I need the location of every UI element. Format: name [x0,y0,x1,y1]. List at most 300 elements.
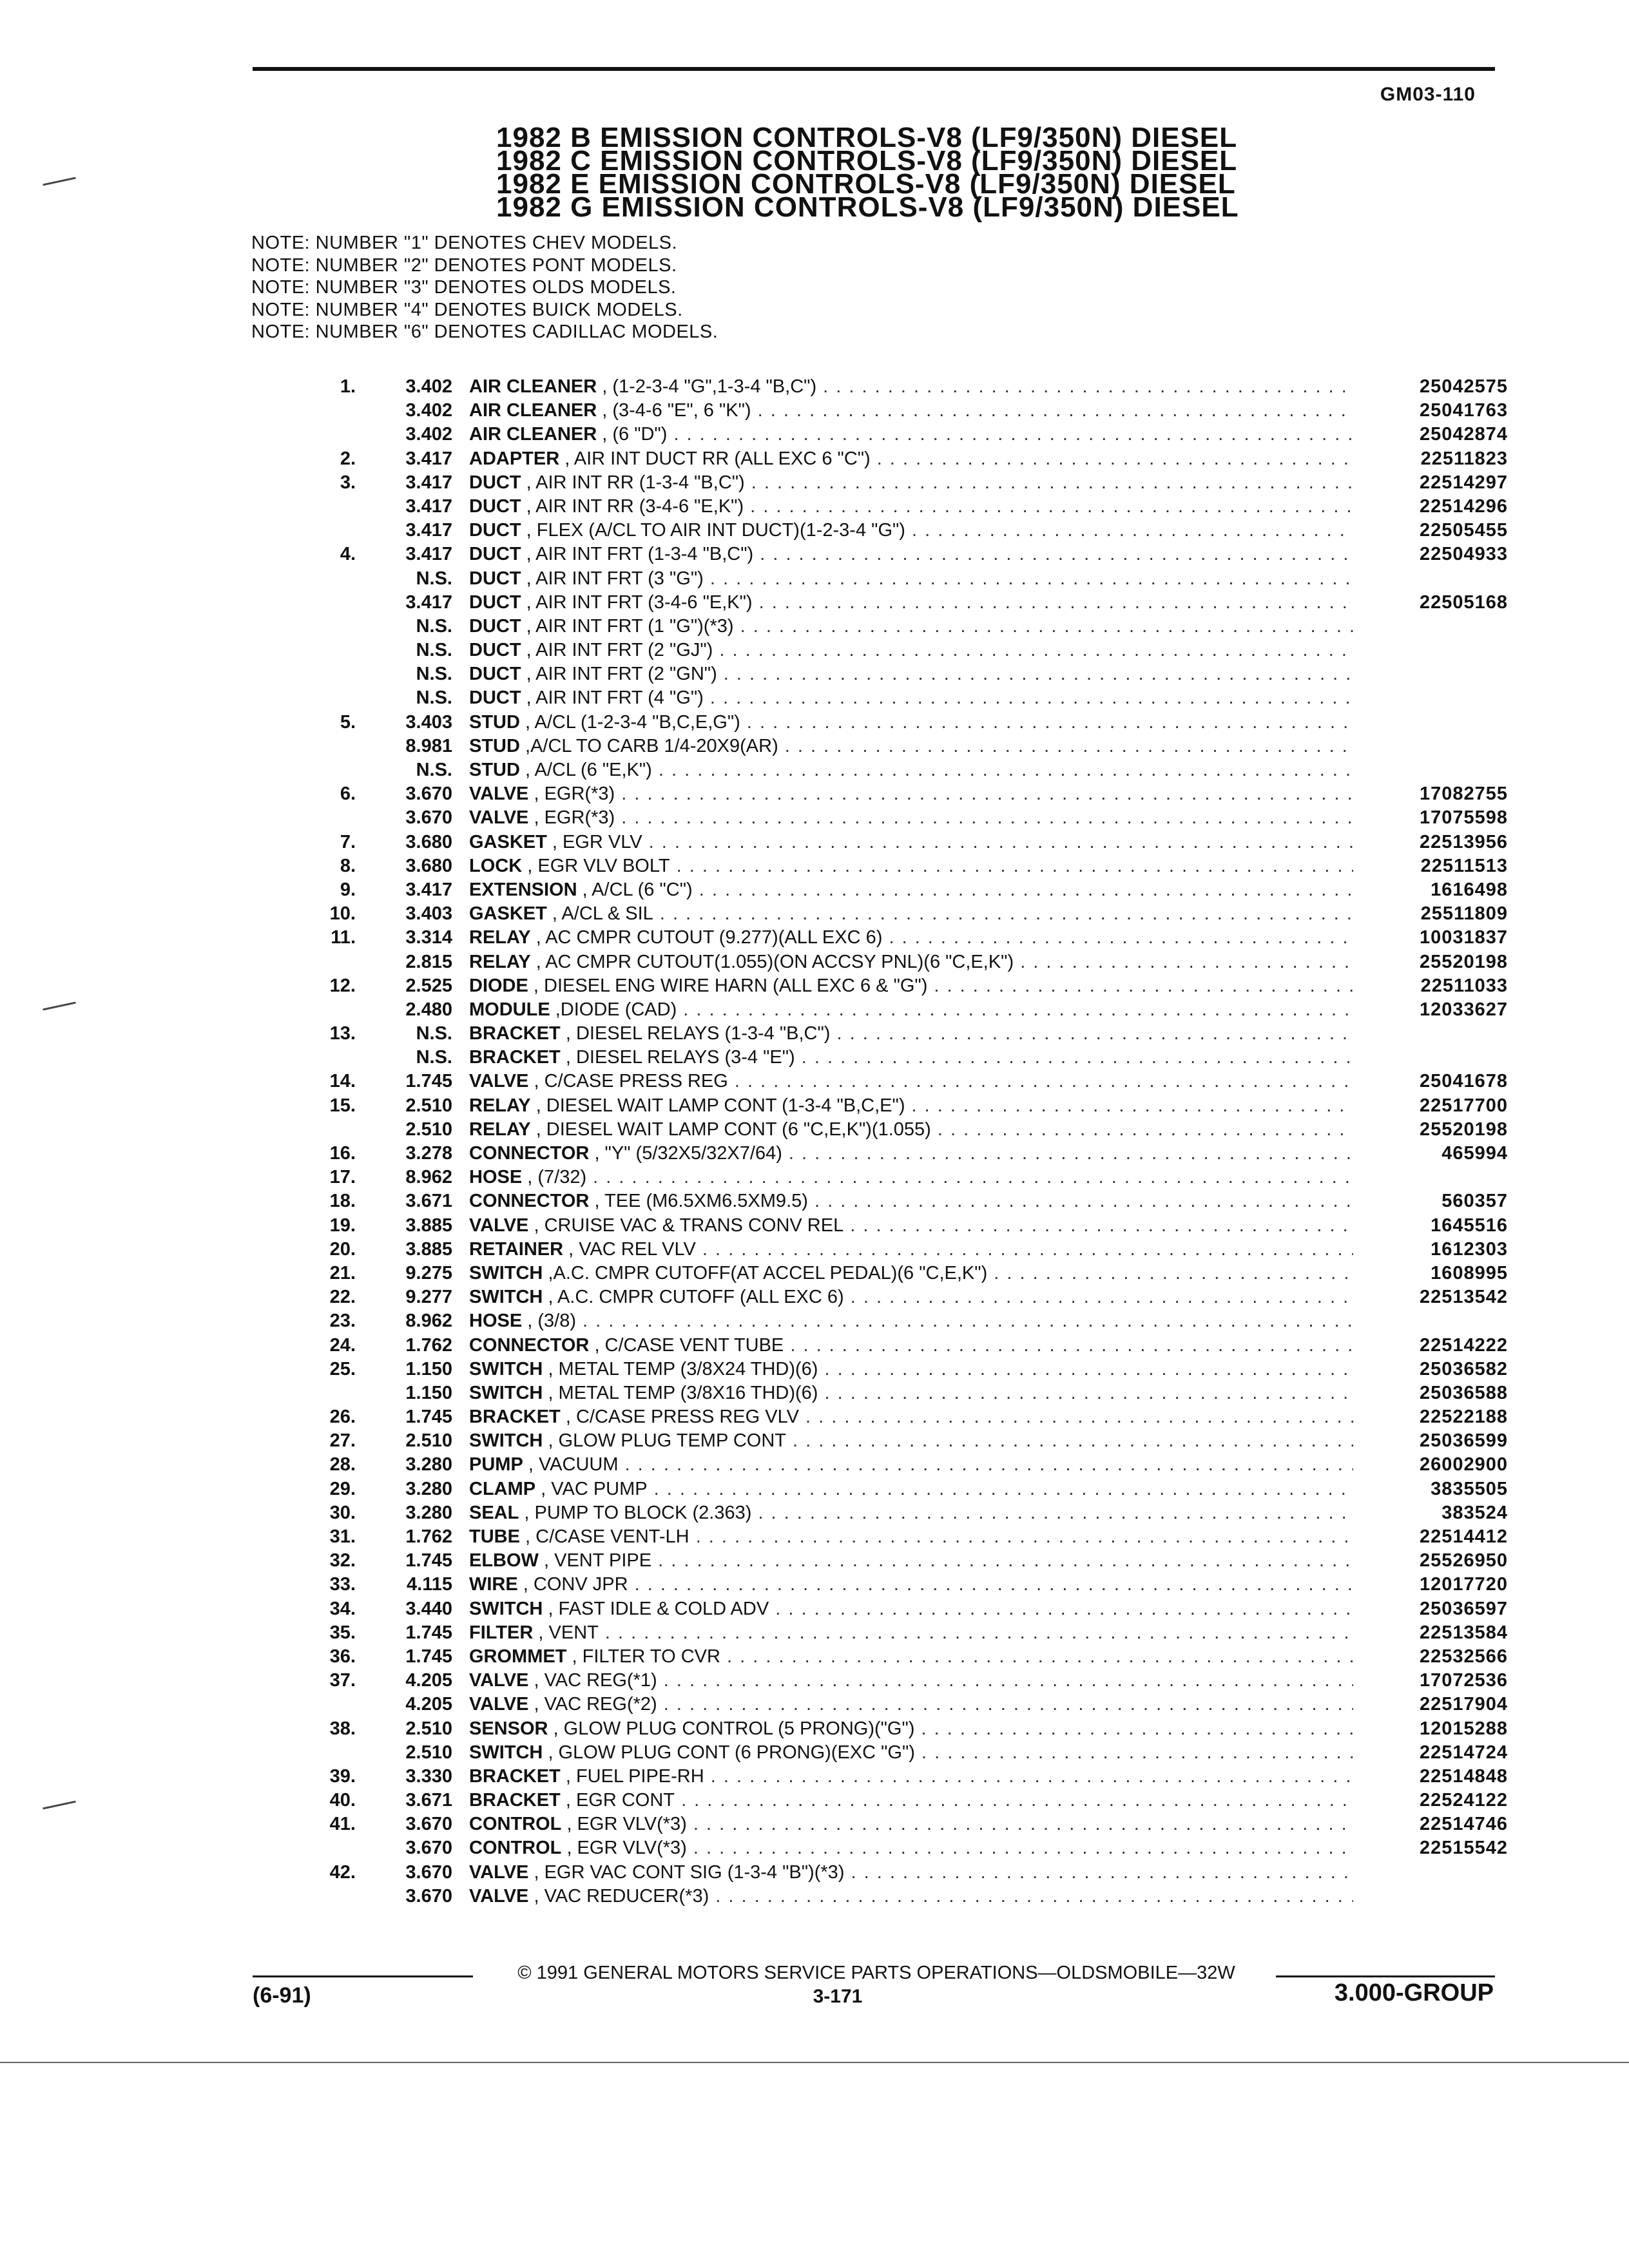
item-group-number: 3.280 [405,1502,452,1523]
catalog-code: GM03-110 [1380,84,1476,105]
note-line: NOTE: NUMBER "6" DENOTES CADILLAC MODELS. [251,322,718,342]
item-part-number: 22522188 [1419,1407,1508,1428]
list-item [284,686,1508,710]
item-spec: , PUMP TO BLOCK (2.363) [524,1502,752,1523]
item-description [469,1812,1353,1836]
item-description [469,543,1353,566]
item-part-number: 26002900 [1419,1454,1508,1475]
item-group-number: 3.440 [405,1598,452,1619]
item-description [469,447,1353,471]
item-spec: , CRUISE VAC & TRANS CONV REL [534,1215,844,1236]
item-group-number: 3.670 [405,1814,452,1835]
item-description [469,1789,1353,1812]
item-spec: , C/CASE PRESS REG [534,1071,728,1092]
item-description [469,1189,1353,1213]
item-ref-number: 3. [340,472,356,493]
item-name: PUMP [469,1454,523,1475]
item-group-number: 3.670 [405,783,452,805]
list-item [284,662,1508,686]
item-group-number: 3.417 [405,448,452,469]
item-group-number: 3.402 [405,424,452,445]
list-item [284,423,1508,447]
item-group-number: 1.745 [405,1622,452,1643]
footer-rule [1276,1975,1495,1977]
item-group-number: N.S. [416,687,452,709]
item-part-number: 22511033 [1420,975,1508,996]
item-spec: , C/CASE VENT-LH [525,1526,689,1547]
item-group-number: 3.417 [405,495,452,517]
item-spec: , VAC REL VLV [568,1238,696,1260]
item-group-number: 3.885 [405,1238,452,1260]
item-spec: , "Y" (5/32X5/32X7/64) [594,1143,782,1164]
item-group-number: 4.205 [405,1694,452,1715]
item-spec: , VACUUM [528,1454,619,1475]
item-part-number: 22514724 [1419,1742,1508,1763]
item-description [469,711,1353,735]
item-part-number: 1616498 [1431,879,1508,900]
item-spec: , EGR(*3) [534,807,615,829]
item-name: VALVE [469,1885,529,1907]
item-group-number: 1.150 [405,1358,452,1379]
item-ref-number: 23. [329,1311,356,1332]
item-ref-number: 35. [329,1622,356,1643]
item-name: HOSE [469,1311,523,1332]
item-spec: , GLOW PLUG CONT (6 PRONG)(EXC "G") [548,1742,915,1763]
list-item [284,1046,1508,1070]
item-name: LOCK [469,855,523,876]
item-description [469,686,1353,710]
item-name: DUCT [469,687,521,709]
item-spec: , VAC REG(*2) [534,1694,657,1715]
item-spec: , C/CASE PRESS REG VLV [565,1407,799,1428]
item-spec: , AIR INT RR (3-4-6 "E,K") [526,495,744,517]
item-description [469,1597,1353,1621]
item-part-number: 25511809 [1420,903,1508,925]
item-ref-number: 38. [329,1718,356,1739]
item-name: CONNECTOR [469,1191,590,1212]
item-part-number: 25036597 [1419,1598,1508,1619]
item-name: DUCT [469,568,521,589]
item-spec: , AIR INT RR (1-3-4 "B,C") [526,472,745,493]
item-ref-number: 30. [329,1502,356,1523]
item-part-number: 22517904 [1419,1694,1508,1715]
item-spec: , VENT PIPE [544,1550,652,1571]
list-item [284,854,1508,878]
item-part-number: 560357 [1441,1191,1508,1212]
list-item [284,543,1508,566]
item-ref-number: 40. [329,1790,356,1811]
parts-list [284,375,1508,1908]
item-group-number: 1.745 [405,1550,452,1571]
list-item [284,1789,1508,1812]
revision-date: (6-91) [253,1983,311,2008]
item-ref-number: 5. [340,711,356,733]
list-item [284,831,1508,854]
item-description [469,1525,1353,1549]
list-item [284,1812,1508,1836]
item-description [469,1046,1353,1070]
item-name: VALVE [469,807,529,829]
list-item [284,1549,1508,1573]
item-description [469,615,1353,639]
item-part-number: 22517700 [1419,1095,1508,1116]
item-ref-number: 14. [329,1071,356,1092]
item-spec: , A/CL & SIL [552,903,653,925]
item-name: EXTENSION [469,879,577,900]
list-item [284,1334,1508,1358]
item-group-number: 1.150 [405,1382,452,1403]
item-part-number: 17075598 [1419,807,1508,829]
item-name: CLAMP [469,1478,536,1499]
item-spec: , FILTER TO CVR [572,1646,720,1667]
item-part-number: 25041678 [1419,1071,1508,1092]
item-spec: , METAL TEMP (3/8X24 THD)(6) [548,1358,818,1379]
item-ref-number: 4. [340,544,356,565]
item-description [469,806,1353,830]
item-description [469,1717,1353,1741]
item-name: CONTROL [469,1838,562,1859]
item-part-number: 17082755 [1419,783,1508,805]
item-name: VALVE [469,1861,529,1883]
item-part-number: 12033627 [1419,999,1508,1020]
item-description [469,831,1353,854]
item-part-number: 1612303 [1431,1238,1508,1260]
item-group-number: 3.403 [405,903,452,925]
item-ref-number: 32. [329,1550,356,1571]
item-part-number: 17072536 [1419,1670,1508,1691]
item-group-number: 3.417 [405,879,452,900]
item-group-number: 1.762 [405,1334,452,1356]
item-ref-number: 31. [329,1526,356,1547]
bottom-rule [0,2062,1629,2063]
item-spec: , AIR INT FRT (3-4-6 "E,K") [526,591,753,613]
item-ref-number: 2. [340,448,356,469]
item-part-number: 22505455 [1419,520,1508,541]
item-name: AIR CLEANER [469,400,597,421]
item-group-number: N.S. [416,760,452,780]
item-name: GASKET [469,831,547,852]
item-spec: , AC CMPR CUTOUT (9.277)(ALL EXC 6) [535,927,883,948]
item-name: RELAY [469,951,531,972]
item-part-number: 22504933 [1419,544,1508,565]
item-ref-number: 17. [329,1167,356,1188]
item-name: VALVE [469,1071,529,1092]
item-group-number: 3.403 [405,711,452,733]
list-item [284,782,1508,806]
item-name: VALVE [469,1670,529,1691]
list-item [284,974,1508,998]
item-description [469,1669,1353,1693]
note-line: NOTE: NUMBER "1" DENOTES CHEV MODELS. [251,233,678,253]
list-item [284,591,1508,615]
item-description [469,1309,1353,1333]
item-name: DUCT [469,495,521,517]
item-spec: , FLEX (A/CL TO AIR INT DUCT)(1-2-3-4 "G") [526,520,905,541]
item-name: TUBE [469,1526,520,1547]
item-name: FILTER [469,1622,534,1643]
item-group-number: N.S. [416,568,452,589]
item-spec: , DIESEL WAIT LAMP CONT (1-3-4 "B,C,E") [535,1095,905,1116]
item-group-number: 3.670 [405,1861,452,1883]
item-spec: , (1-2-3-4 "G",1-3-4 "B,C") [602,376,817,397]
item-name: SWITCH [469,1287,543,1308]
item-group-number: 2.480 [405,999,452,1020]
item-description [469,1861,1353,1885]
item-name: DUCT [469,544,521,565]
item-group-number: 3.280 [405,1454,452,1475]
item-spec: , GLOW PLUG TEMP CONT [548,1430,786,1452]
item-part-number: 12015288 [1419,1718,1508,1739]
item-group-number: 2.510 [405,1742,452,1763]
item-part-number: 25036599 [1419,1430,1508,1452]
item-spec: , DIESEL ENG WIRE HARN (ALL EXC 6 & "G") [533,975,928,996]
item-name: SWITCH [469,1382,543,1403]
item-part-number: 22513542 [1419,1287,1508,1308]
list-item [284,878,1508,902]
item-part-number: 22511513 [1420,855,1508,876]
item-description [469,375,1353,399]
item-spec: , (7/32) [527,1167,587,1188]
item-description [469,1477,1353,1501]
item-ref-number: 6. [340,783,356,805]
item-part-number: 465994 [1441,1143,1508,1164]
item-part-number: 1608995 [1431,1262,1508,1283]
item-ref-number: 12. [329,975,356,996]
copyright-text: © 1991 GENERAL MOTORS SERVICE PARTS OPERATIONS—OLDSMOBILE—32W [517,1963,1235,1983]
item-ref-number: 26. [329,1407,356,1428]
item-group-number: 1.745 [405,1071,452,1092]
item-part-number: 1645516 [1431,1215,1508,1236]
list-item [284,1022,1508,1046]
list-item [284,1885,1508,1908]
item-description [469,1501,1353,1525]
item-name: CONNECTOR [469,1143,590,1164]
item-part-number: 10031837 [1419,927,1508,948]
item-spec: , C/CASE VENT TUBE [594,1334,784,1356]
item-ref-number: 13. [329,1023,356,1044]
item-spec: , EGR CONT [565,1790,675,1811]
item-ref-number: 33. [329,1574,356,1595]
item-spec: , AIR INT FRT (1 "G")(*3) [526,615,734,637]
list-item [284,1645,1508,1669]
list-item [284,1358,1508,1381]
item-name: STUD [469,711,520,733]
item-group-number: 3.680 [405,855,452,876]
title-line: 1982 B EMISSION CONTROLS-V8 (LF9/350N) DIESEL [496,122,1238,153]
item-group-number: 3.671 [405,1790,452,1811]
list-item [284,1741,1508,1765]
list-item [284,1765,1508,1789]
item-name: BRACKET [469,1765,561,1787]
item-group-number: N.S. [416,615,452,637]
item-description [469,926,1353,950]
list-item [284,1285,1508,1309]
list-item [284,711,1508,735]
item-description [469,519,1353,543]
item-name: SEAL [469,1502,519,1523]
item-part-number: 22513584 [1419,1622,1508,1643]
list-item [284,1501,1508,1525]
title-block [496,122,1269,223]
item-group-number: 3.670 [405,1838,452,1859]
item-ref-number: 34. [329,1598,356,1619]
item-group-number: N.S. [416,1023,452,1044]
item-spec: , EGR VLV(*3) [566,1814,687,1835]
item-group-number: 3.330 [405,1765,452,1787]
item-name: MODULE [469,999,550,1020]
page-number: 3-171 [813,1986,863,2007]
list-item [284,471,1508,495]
list-item [284,1189,1508,1213]
list-item [284,758,1508,782]
item-part-number: 3835505 [1431,1478,1508,1499]
item-description [469,1645,1353,1669]
item-description [469,1405,1353,1429]
item-part-number: 25520198 [1419,951,1508,972]
item-part-number: 22513956 [1419,831,1508,852]
item-name: SENSOR [469,1718,548,1739]
item-name: HOSE [469,1167,523,1188]
list-item [284,926,1508,950]
item-description [469,1334,1353,1358]
item-name: DIODE [469,975,528,996]
item-name: VALVE [469,783,529,805]
list-item [284,1573,1508,1597]
item-description [469,471,1353,495]
item-ref-number: 28. [329,1454,356,1475]
item-description [469,1381,1353,1405]
list-item [284,1142,1508,1166]
list-item [284,1094,1508,1118]
title-line: 1982 G EMISSION CONTROLS-V8 (LF9/350N) DIESEL [496,191,1239,223]
list-item [284,1477,1508,1501]
item-part-number: 12017720 [1419,1574,1508,1595]
item-group-number: 8.981 [405,735,452,756]
item-part-number: 22514296 [1419,495,1508,517]
list-item [284,1836,1508,1860]
list-item [284,1429,1508,1453]
item-name: GASKET [469,903,547,925]
list-item [284,447,1508,471]
list-item [284,639,1508,662]
item-spec: , AIR INT FRT (3 "G") [526,568,704,589]
item-ref-number: 20. [329,1238,356,1260]
item-name: AIR CLEANER [469,376,597,397]
list-item [284,567,1508,591]
item-part-number: 22505168 [1419,591,1508,613]
item-group-number: 9.277 [405,1287,452,1308]
list-item [284,1309,1508,1333]
item-part-number: 25036582 [1419,1358,1508,1379]
item-group-number: 2.510 [405,1119,452,1140]
item-group-number: 2.510 [405,1718,452,1739]
list-item [284,998,1508,1022]
note-line: NOTE: NUMBER "4" DENOTES BUICK MODELS. [251,299,683,320]
item-part-number: 22514412 [1419,1526,1508,1547]
item-group-number: 3.417 [405,591,452,613]
item-spec: , AIR INT FRT (4 "G") [526,687,704,709]
item-description [469,567,1353,591]
item-ref-number: 41. [329,1814,356,1835]
list-item [284,1621,1508,1645]
item-ref-number: 9. [340,879,356,900]
item-description [469,758,1353,782]
item-group-number: 3.417 [405,472,452,493]
item-part-number: 22515542 [1419,1838,1508,1859]
item-ref-number: 42. [329,1861,356,1883]
item-name: DUCT [469,591,521,613]
item-spec: , METAL TEMP (3/8X16 THD)(6) [548,1382,818,1403]
item-name: SWITCH [469,1358,543,1379]
item-description [469,974,1353,998]
item-name: BRACKET [469,1790,561,1811]
item-name: SWITCH [469,1262,543,1283]
item-name: BRACKET [469,1023,561,1044]
item-description [469,423,1353,447]
item-name: DUCT [469,472,521,493]
item-spec: ,A/CL TO CARB 1/4-20X9(AR) [525,735,778,756]
item-part-number: 25042575 [1419,376,1508,397]
item-description [469,1142,1353,1166]
list-item [284,615,1508,639]
item-part-number: 25041763 [1419,400,1508,421]
list-item [284,1405,1508,1429]
list-item [284,519,1508,543]
item-group-number: 3.670 [405,807,452,829]
item-group-number: 1.745 [405,1646,452,1667]
item-name: RELAY [469,1095,531,1116]
item-spec: , A/CL (1-2-3-4 "B,C,E,G") [525,711,740,733]
item-part-number: 22524122 [1419,1790,1508,1811]
title-line: 1982 C EMISSION CONTROLS-V8 (LF9/350N) DIESEL [496,145,1238,177]
list-item [284,495,1508,519]
item-description [469,998,1353,1022]
item-group-number: 1.745 [405,1407,452,1428]
item-spec: , (3/8) [527,1311,576,1332]
list-item [284,950,1508,974]
item-group-number: 3.417 [405,520,452,541]
item-description [469,1070,1353,1093]
item-description [469,1453,1353,1477]
item-spec: , AIR INT FRT (2 "GN") [526,664,717,685]
item-spec: , VAC REDUCER(*3) [534,1885,709,1907]
item-description [469,854,1353,878]
item-part-number: 25036588 [1419,1382,1508,1403]
item-description [469,1238,1353,1262]
item-spec: , FUEL PIPE-RH [565,1765,704,1787]
item-description [469,591,1353,615]
item-description [469,662,1353,686]
item-part-number: 383524 [1441,1502,1508,1523]
item-group-number: 2.525 [405,975,452,996]
item-group-number: 3.885 [405,1215,452,1236]
item-description [469,735,1353,758]
item-ref-number: 18. [329,1191,356,1212]
item-name: STUD [469,760,520,780]
item-description [469,399,1353,423]
list-item [284,806,1508,830]
list-item [284,1717,1508,1741]
item-group-number: 3.417 [405,544,452,565]
item-part-number: 22514297 [1419,472,1508,493]
item-part-number: 25520198 [1419,1119,1508,1140]
item-ref-number: 37. [329,1670,356,1691]
item-description [469,1621,1353,1645]
item-name: RELAY [469,1119,531,1140]
binder-hole-mark [43,1002,75,1011]
item-spec: , CONV JPR [523,1574,628,1595]
item-description [469,782,1353,806]
